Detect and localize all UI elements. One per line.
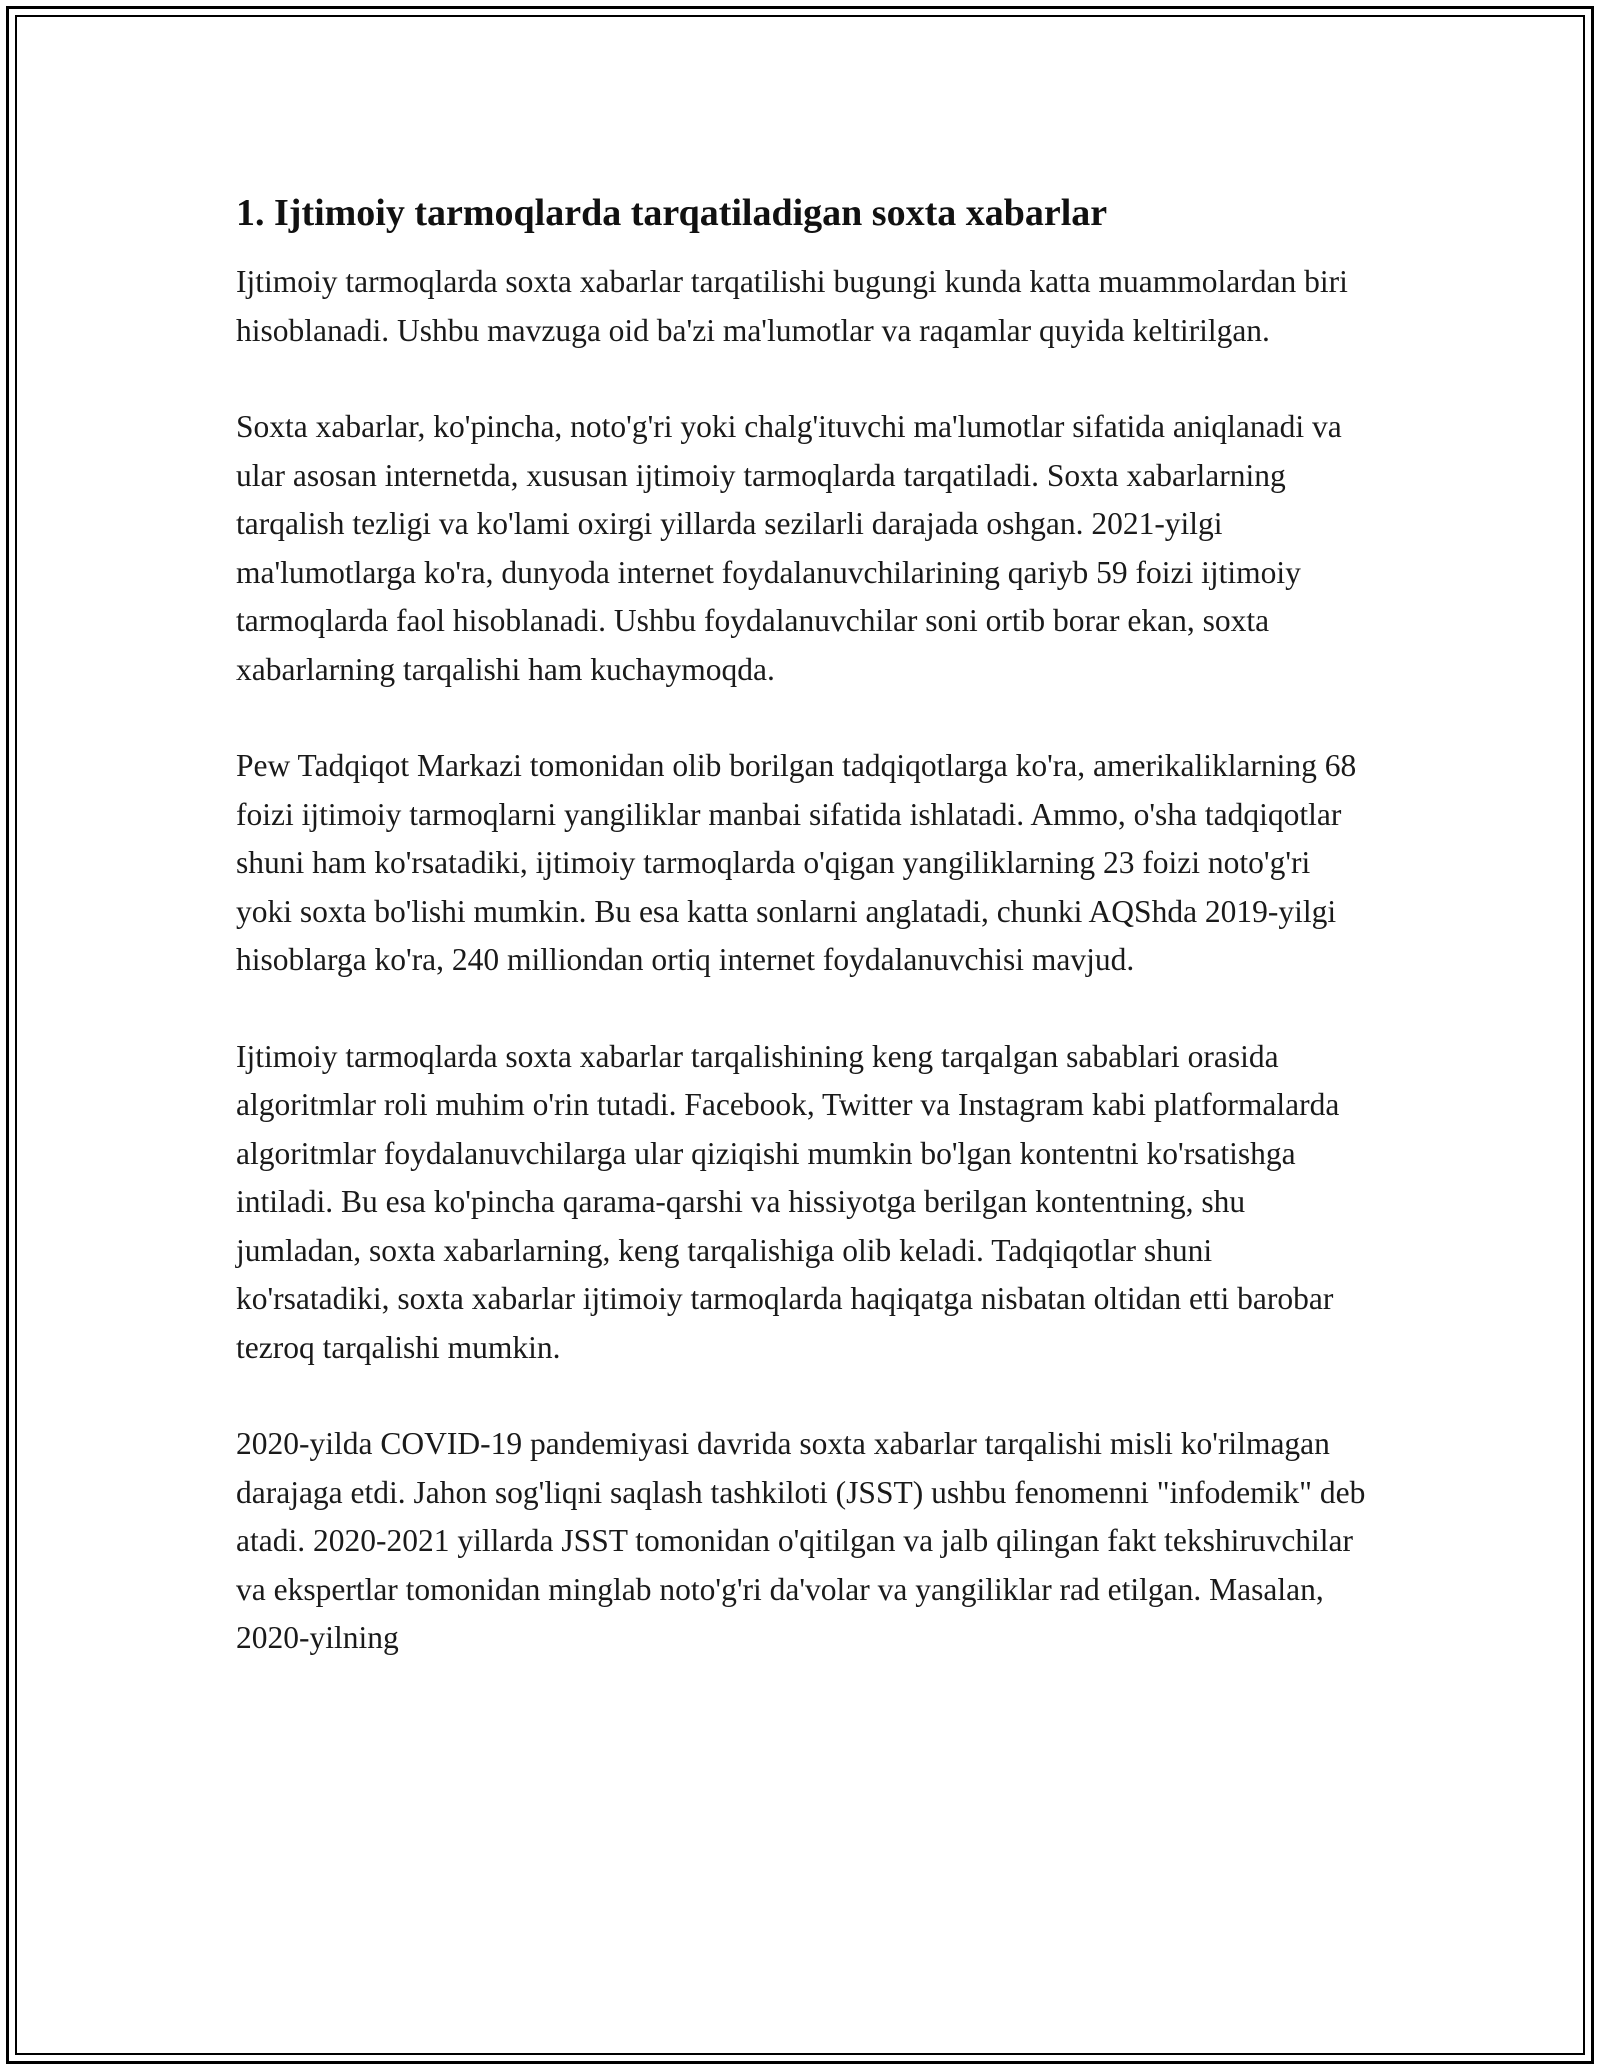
paragraph-pew-research: Pew Tadqiqot Markazi tomonidan olib borilgan tadqiqotlarga ko'ra, amerikaliklarning 68 foizi ijtimoiy tarmoqlarni yangiliklar manbai sifatida ishlatadi. Ammo, o'sha tadqiqotlar shuni ham ko'rsatadiki, ijtimoiy tarmoqlarda o'qigan yangiliklarning 23 foizi noto'g'ri yoki soxta bo'lishi mumkin. Bu esa katta sonlarni anglatadi, chunki AQShda 2019-yilgi hisoblarga ko'ra, 240 milliondan ortiq internet foydalanuvchisi mavjud. <box>236 748 1357 977</box>
paragraph-algorithms: Ijtimoiy tarmoqlarda soxta xabarlar tarqalishining keng tarqalgan sabablari orasida algoritmlar roli muhim o'rin tutadi. Facebook, Twitter va Instagram kabi platformalarda algoritmlar foydalanuvchilarga ular qiziqishi mumkin bo'lgan kontentni ko'rsatishga intiladi. Bu esa ko'pincha qarama-qarshi va hissiyotga berilgan kontentning, shu jumladan, soxta xabarlarning, keng tarqalishiga olib keladi. Tadqiqotlar shuni ko'rsatadiki, soxta xabarlar ijtimoiy tarmoqlarda haqiqatga nisbatan oltidan etti barobar tezroq tarqalishi mumkin. <box>236 1038 1340 1365</box>
document-body <box>236 188 1366 1711</box>
section-heading: 1. Ijtimoiy tarmoqlarda tarqatiladigan soxta xabarlar <box>236 192 1108 234</box>
paragraph-definition: Soxta xabarlar, ko'pincha, noto'g'ri yoki chalg'ituvchi ma'lumotlar sifatida aniqlanadi va ular asosan internetda, xususan ijtimoiy tarmoqlarda tarqatiladi. Soxta xabarlarning tarqalish tezligi va ko'lami oxirgi yillarda sezilarli darajada oshgan. 2021-yilgi ma'lumotlarga ko'ra, dunyoda internet foydalanuvchilarining qariyb 59 foizi ijtimoiy tarmoqlarda faol hisoblanadi. Ushbu foydalanuvchilar soni ortib borar ekan, soxta xabarlarning tarqalishi ham kuchaymoqda. <box>236 409 1342 687</box>
paragraph-covid-infodemic: 2020-yilda COVID-19 pandemiyasi davrida soxta xabarlar tarqalishi misli ko'rilmagan darajaga etdi. Jahon sog'liqni saqlash tashkiloti (JSST) ushbu fenomenni "infodemik" deb atadi. 2020-2021 yillarda JSST tomonidan o'qitilgan va jalb qilingan fakt tekshiruvchilar va ekspertlar tomonidan minglab noto'g'ri da'volar va yangiliklar rad etilgan. Masalan, 2020-yilning <box>236 1426 1366 1655</box>
paragraph-intro: Ijtimoiy tarmoqlarda soxta xabarlar tarqatilishi bugungi kunda katta muammolardan biri hisoblanadi. Ushbu mavzuga oid ba'zi ma'lumotlar va raqamlar quyida keltirilgan. <box>236 264 1348 348</box>
